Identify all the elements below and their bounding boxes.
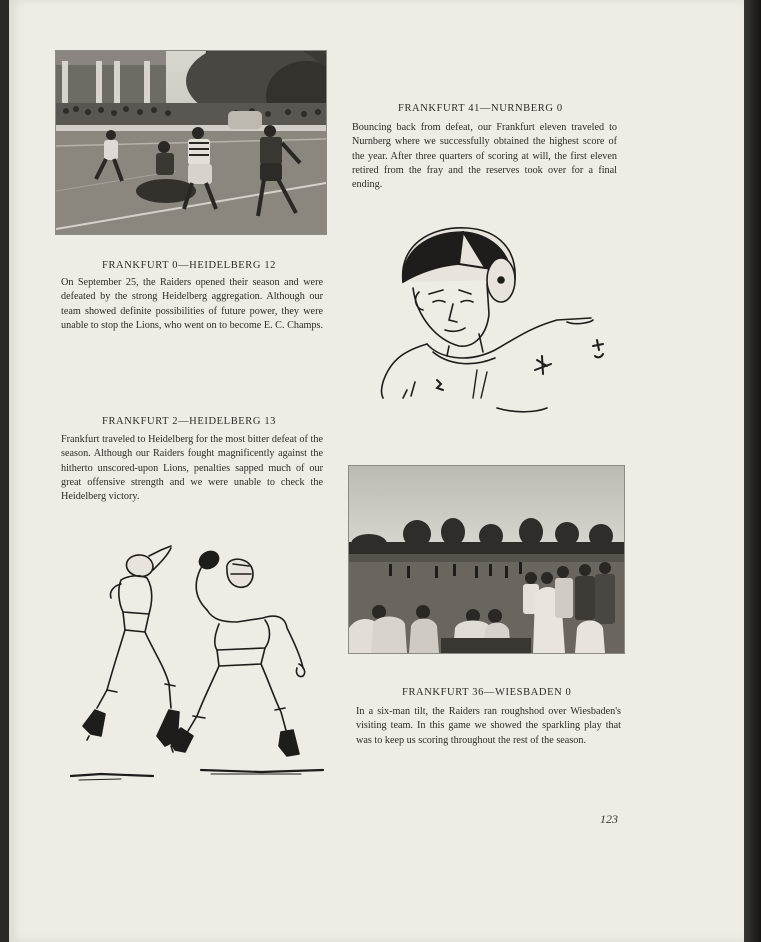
pass-catch-sketch xyxy=(61,540,329,785)
game-photo-grandstand xyxy=(55,50,327,235)
yearbook-page xyxy=(9,0,744,942)
nurnberg-heading: FRANKFURT 41—NURNBERG 0 xyxy=(398,103,563,114)
heidelberg-second-paragraph: Frankfurt traveled to Heidelberg for the most bitter defeat of the season. Although our Raiders fought magnificently against the hitherto unscored-upon Lions, penalties sapped much of our great offensive strength and we were unable to check the Heidelberg victory. xyxy=(61,434,323,503)
binding-edge xyxy=(744,0,761,942)
nurnberg-paragraph: Bouncing back from defeat, our Frankfurt eleven traveled to Nurnberg where we successfully obtained the highest score of the year. After three quarters of scoring at will, the first eleven retired from the fray and the reserves took over for a final ending. xyxy=(352,122,617,191)
page-number: 123 xyxy=(600,812,618,826)
helmeted-player-sketch xyxy=(367,222,607,417)
game-photo-spectators xyxy=(348,465,625,654)
wiesbaden-heading: FRANKFURT 36—WIESBADEN 0 xyxy=(402,687,572,698)
heidelberg-first-paragraph: On September 25, the Raiders opened their season and were defeated by the strong Heidelberg aggregation. Although our team showed definite possibilities of future power, they were unable to stop the Lions, who went on to become E. C. Champs. xyxy=(61,277,324,331)
wiesbaden-paragraph: In a six-man tilt, the Raiders ran roughshod over Wiesbaden's visiting team. In this game we showed the sparkling play that was to keep us scoring throughout the rest of the season. xyxy=(356,706,621,746)
heidelberg-first-heading: FRANKFURT 0—HEIDELBERG 12 xyxy=(102,260,277,271)
heidelberg-second-heading: FRANKFURT 2—HEIDELBERG 13 xyxy=(102,416,277,427)
